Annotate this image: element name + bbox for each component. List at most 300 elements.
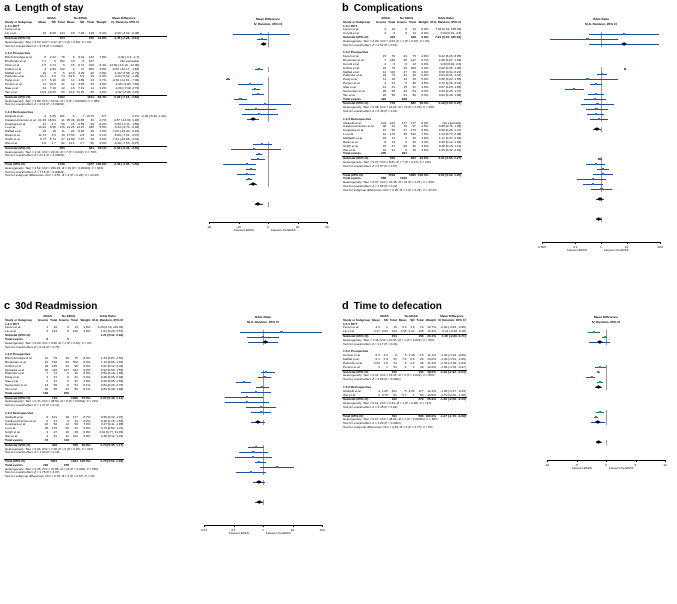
cell: Bisch-Knudeja et al. (5, 356, 33, 361)
cell: 23 (403, 92, 407, 97)
cell: -1.00 [-1.53, -0.47] (440, 364, 466, 369)
cell: 11.2% (427, 360, 436, 365)
cell: Person et al. (343, 364, 361, 369)
forest-a-plot (206, 17, 329, 232)
cell: 423 (389, 35, 396, 40)
cell: -4.40 [-5.58, -2.79] (113, 70, 140, 75)
cell: 176 (51, 426, 58, 431)
cell: 8.3% (83, 356, 91, 361)
cell: -1.00 [-1.67, -0.33] (440, 388, 466, 393)
cell: 4.6% (421, 135, 429, 140)
table-column-header (342, 319, 467, 323)
cell: 4.9% (421, 54, 429, 59)
cell: 15 (71, 62, 75, 67)
cell: 0.29 [0.05, 1.56] (100, 379, 124, 384)
cell: Palombo et al. (343, 360, 363, 365)
cell: 17.53 (66, 133, 75, 138)
cell: Feroci et al. (343, 54, 360, 59)
cell: 91 (391, 147, 396, 152)
panel-c-title: 30d Readmission (15, 301, 98, 312)
cell: 13 (74, 325, 78, 330)
cell: 1 (412, 364, 415, 369)
cell: 31 (412, 85, 416, 90)
cell: 0.84 [0.38, 1.88] (438, 92, 462, 97)
cell: 31 (74, 379, 78, 384)
stat-row: Test for overall effect: Z = 4.29 (P < 0.0001) (343, 421, 401, 426)
cell: Tan et al. (5, 386, 18, 391)
cell: Attobelli et al. (5, 113, 24, 118)
cell: 6.6% (99, 140, 107, 145)
cell: 7 (46, 371, 49, 376)
cell: 8.42 [8.15, 8.95] (438, 54, 462, 59)
cell: 10 (42, 70, 47, 75)
cell: 1.25 (381, 388, 388, 393)
forest-a-body (4, 17, 334, 231)
subgroup-label: 1.1.2 Prospective (343, 50, 369, 55)
cell: 31 (391, 85, 396, 90)
cell: 7.8% (99, 55, 107, 60)
cell: 26 (90, 70, 94, 75)
cell: Smith et al. (343, 143, 359, 148)
axis-left-label: Favours ERAS (234, 227, 254, 232)
grand-total-row: Total (95% CI) 1519 1895 100.0% 0.81 [0.63, 1.05] (343, 172, 462, 177)
cell: 11.25 (76, 89, 85, 94)
cell: 21 (382, 128, 387, 133)
cell: 0.64 [0.31, 1.34] (438, 73, 462, 78)
cell: 8.25 (49, 113, 56, 118)
cell: 177 (418, 388, 424, 393)
cell: 56 (74, 422, 78, 427)
cell: 1.7 (51, 140, 56, 145)
col-1: Mean (372, 317, 380, 322)
cell: 3 (378, 364, 380, 369)
cell: 18 (382, 135, 387, 140)
cell: 37 (403, 128, 407, 133)
cell: -6.40 [-7.53, -5.27] (113, 140, 140, 145)
cell: 9.26 (78, 129, 85, 134)
cell: 15 (71, 121, 75, 126)
cell: 5.3% (421, 92, 429, 97)
cell: 15 (42, 129, 47, 134)
cell: 4.6% (83, 329, 91, 334)
cell: 6 (67, 379, 69, 384)
cell: 11 (382, 77, 387, 82)
cell: -4.00 [-7.90, 2.79] (114, 86, 140, 91)
cell: 11 (65, 433, 69, 438)
cell: 54 (412, 88, 416, 93)
cell: -3.40 [-5.52, -1.28] (113, 74, 140, 79)
forest-d-table (342, 314, 550, 469)
stat-row: Test for subgroup differences: Chi² = 2.95, df = 2 (P = 0.23); I² = 32.2% (343, 187, 437, 192)
cell: 11 (61, 129, 65, 134)
cell: 4.25 (408, 388, 415, 393)
cell: 50 (391, 92, 396, 97)
cell: 4.25 (78, 70, 85, 75)
plot-header-1: Odds Ratio (592, 17, 610, 21)
cell: 306 (88, 66, 94, 71)
cell: 4 (378, 388, 380, 393)
cell: 39 (412, 81, 416, 86)
cell: 12 (382, 85, 387, 90)
cell: 4.8 (41, 140, 47, 145)
cell: 4.6% (421, 69, 429, 74)
col-effect: M-H, Random, 95% CI (430, 19, 462, 24)
stat-row: Test for overall effect: Z = 7.16 (P < 0.00001) (5, 169, 65, 174)
overall-effect-row: Test for overall effect: Z = 4.61 (P < 0.00001) (5, 102, 65, 107)
axis-tick-label: 100 (319, 527, 325, 532)
plot-header-1: Mean Difference (594, 315, 618, 319)
cell: Attobelli et al. (5, 414, 24, 419)
overall-effect-row: Test for overall effect: Z = 3.78 (P = 0.0002) (5, 43, 63, 48)
cell: 56 (90, 121, 94, 126)
cell: 303 (72, 359, 78, 364)
cell: 6.3% (421, 65, 429, 70)
cell: 39 (420, 364, 424, 369)
cell: 9.0% (83, 426, 91, 431)
cell: -1.30 [-1.51, -1.09] (440, 357, 466, 362)
cell: 0.84 [0.26, 2.76] (100, 383, 124, 388)
cell: 13.0% (427, 357, 436, 362)
cell: Kouppara et al. (5, 121, 26, 126)
subgroup-label: 1.5.3 Retrospective (343, 384, 372, 389)
forest-table (342, 17, 462, 192)
cell: Rivas et al. (343, 139, 359, 144)
cell: 7.9% (421, 132, 429, 137)
plot-header-2: M-H, Random, 95% CI (585, 22, 617, 26)
cell: 56 (391, 88, 396, 93)
cell: 79 (391, 54, 396, 59)
cell: 4.3 (375, 325, 380, 330)
cell: 29 (382, 88, 387, 93)
cell: 18 (71, 86, 75, 91)
cell: 10.9 (40, 89, 47, 94)
panel-d-letter: d (342, 300, 349, 312)
cell: 5 (46, 329, 49, 334)
cell: 31 (53, 379, 58, 384)
cell: 107 (63, 367, 69, 372)
cell: 12 (65, 422, 69, 427)
cell: 6 (67, 371, 69, 376)
cell: 3.5% (421, 85, 429, 90)
cell: 49 (412, 147, 416, 152)
cell: 4.6% (99, 136, 107, 141)
cell: Siae et al. (5, 379, 19, 384)
cell: 5.6% (99, 125, 107, 130)
cell: 0.58 [0.22, 1.55] (438, 77, 462, 82)
cell: 14 (71, 78, 75, 83)
forest-b-body (342, 17, 674, 251)
cell: 176 (389, 132, 396, 137)
col-6: Total (87, 19, 94, 24)
cell: 56 (53, 383, 58, 388)
cell: 4.5% (99, 66, 107, 71)
cell: 4.6% (83, 325, 91, 330)
cell: 101 (380, 120, 387, 125)
plot-axis (206, 222, 329, 232)
col-4: Mean (398, 317, 407, 322)
cell: 4 (46, 375, 49, 380)
cell: 56 (391, 128, 396, 133)
cell: 4.6% (421, 143, 429, 148)
cell: 25 (65, 356, 69, 361)
group-noeras: No ERAS (399, 16, 414, 20)
cell: 25.36 (66, 117, 75, 122)
cell: -2.92 [-8.88, 3.45] (114, 89, 140, 94)
cell: 13.8 (68, 89, 75, 94)
cell: Lin et al. (343, 329, 355, 334)
cell: 2 (384, 31, 387, 36)
cell: 1.29 [0.87, 2.50] (100, 356, 124, 361)
cell: 37 (80, 66, 85, 71)
cell: 144 (391, 329, 397, 334)
cell: 9 (72, 66, 75, 71)
cell: Brockman et al. (5, 359, 27, 364)
cell: 0.59 (78, 121, 85, 126)
cell: 50 (412, 92, 416, 97)
group-eras: ERAS (43, 314, 52, 318)
cell: Cerrato et al. (343, 353, 361, 358)
panel-a-title: Length of stay (15, 3, 84, 14)
cell: 12.6% (427, 364, 436, 369)
cell: 6.2 (79, 74, 85, 79)
cell: 22 (44, 386, 49, 391)
axis-left-label: Favours ERAS (567, 247, 587, 252)
cell: 8.7% (421, 58, 429, 63)
cell: 50 (61, 89, 65, 94)
heterogeneity-row: Heterogeneity: Tau² = 0.31; Chi² = 15.05, df = 3 (P = 0.002); I² = 80% (343, 373, 435, 378)
total-events-row: Total events 422 628 (343, 96, 407, 101)
cell: 0.66 [0.26, 1.47] (438, 128, 462, 133)
cell: 0.74 [0.52, 1.23] (100, 426, 124, 431)
cell: 6 (404, 360, 407, 365)
overall-effect-row: Test for overall effect: Z = 3.89 (P < 0.0001) (343, 377, 401, 382)
cell: 3.6% (99, 89, 107, 94)
cell: Attobelli et al. (343, 388, 362, 393)
cell: 6.3 (402, 325, 407, 330)
col-3: Total (57, 19, 65, 24)
cell: 9 (393, 31, 396, 36)
cell: 5 (54, 70, 56, 75)
cell: 2.22 (408, 329, 415, 334)
cell: 6.8% (83, 433, 91, 438)
cell: 6.9% (83, 371, 91, 376)
group-noeras: No ERAS (61, 314, 76, 318)
cell: Wei et al. (343, 392, 356, 397)
subtotal-row: Subtotal (95% CI) 154 158 26.1% -1.05 [-2.80, 0.71] (343, 334, 466, 339)
axis-tick-label: 1 (262, 527, 264, 532)
cell: Malfajdin et al. (343, 135, 363, 140)
cell: 14.97 (76, 125, 85, 130)
heterogeneity-row: Heterogeneity: Tau² = 0.00; Chi² = 0.00, df = 1 (P = 0.97); I² = 0% (343, 38, 430, 43)
stat-row: Test for subgroup differences: Chi² = 0.78, df = 2 (P = 0.67); I² = 0% (5, 474, 95, 479)
cell: 19 (391, 139, 396, 144)
cell: 10 (393, 325, 397, 330)
axis-tick-label: 10 (624, 244, 629, 249)
cell: Pang et al. (5, 78, 20, 83)
panel-d-title: Time to defecation (353, 301, 442, 312)
cell: 49 (90, 74, 94, 79)
cell: 4.7 (41, 78, 47, 83)
cell: 4.38 (400, 329, 407, 334)
cell: Bisch-Knudeja et al. (5, 55, 33, 60)
cell: 6 (63, 70, 65, 75)
cell: 7.94 [0.34, 185.35] (435, 27, 462, 32)
stat-row: Test for overall effect: Z = 1.78 (P = 0.07) (5, 470, 60, 475)
cell: -3.00 [-4.11, -1.89] (113, 121, 140, 126)
cell: 4 (46, 433, 49, 438)
heterogeneity-row: Heterogeneity: Tau² = 0.04; Chi² = 7.28, df = 5 (P = 0.20); I² = 31% (5, 446, 94, 451)
cell: 11.73 (38, 133, 47, 138)
cell: 13.89 (66, 136, 75, 141)
cell: 0.48 [0.12, 1.52] (438, 139, 462, 144)
cell: Lu et al. (5, 125, 17, 130)
cell: Person et al. (5, 82, 23, 87)
cell: 41 (61, 117, 65, 122)
cell: 6 (54, 59, 56, 64)
cell: 1.08 [0.67, 1.69] (438, 58, 462, 63)
col-2: SD (383, 317, 388, 322)
cell: 21 (44, 359, 49, 364)
cell: 14 (42, 86, 47, 91)
subgroup-label: 1.1.3 Retrospective (5, 109, 34, 114)
effect-header: Mean Difference (112, 16, 136, 20)
cell: 8 (67, 383, 69, 388)
cell: 11 (42, 82, 47, 87)
cell: 152 (51, 359, 58, 364)
panel-c (4, 300, 334, 534)
cell: 145 (88, 31, 94, 36)
cell: 45 (403, 65, 407, 70)
cell: 0.75 (381, 392, 388, 397)
cell: 8.4% (99, 62, 107, 67)
cell: 7.19 (49, 86, 56, 91)
axis-right-label: Favours No ERAS (604, 247, 629, 252)
cell: 91 (53, 433, 58, 438)
plot-axis (538, 242, 663, 252)
total-events-row: Total events 6 5 (5, 336, 69, 341)
cell: 0.09 [0.04, 0.22] (438, 69, 462, 74)
cell: 13 (420, 353, 424, 358)
col-2: Total (50, 317, 58, 322)
cell: 24.5 (49, 82, 56, 87)
cell: 1 (412, 392, 415, 397)
cell: 33 (412, 77, 416, 82)
cell: 0.88 [0.76, 1.05] (438, 124, 462, 129)
cell: 0.00 [0.01, 4.6] (440, 31, 462, 36)
cell: 54 (74, 383, 78, 388)
cell: Collins et al. (5, 363, 22, 368)
forest-d-body (342, 315, 674, 469)
cell: 6.1 (375, 357, 380, 362)
subtotal-row: Subtotal (95% CI) 154 155 12.8% -1.45 [-2.28, -0.61] (4, 37, 167, 41)
cell: Malfait et al. (5, 70, 22, 75)
cell: 23 (65, 386, 69, 391)
cell: Chen et al. (5, 62, 20, 67)
cell: -5.80 [-7.61, -3.97] (113, 133, 140, 138)
cell: Tan et al. (5, 89, 18, 94)
stat-row: Heterogeneity: Tau² = 0.67; Chi² = 38.92, df = 7 (P < 0.00001); I² = 82% (343, 417, 438, 422)
stat-row: Heterogeneity: Tau² = 0.25; Chi² = 37.88, df = 16 (P = 0.002); I² = 58% (5, 466, 99, 471)
plot-axis (544, 460, 667, 470)
cell: 23 (44, 367, 49, 372)
subtotal-row: Subtotal (95% CI) 583 624 43.1% -5.03 [-6.46, -3.59] (4, 146, 167, 150)
cell: 106 (88, 62, 94, 67)
cell: 1.21 [0.32, 3.33] (100, 333, 124, 338)
cell: 10 (391, 27, 396, 32)
cell: 44 (65, 363, 69, 368)
cell: 9 (405, 139, 407, 144)
cell: 5 (404, 388, 407, 393)
cell: 0 (82, 59, 85, 64)
cell: 91 (61, 140, 65, 145)
forest-c-plot (201, 315, 325, 535)
cell: 5.3% (421, 88, 429, 93)
cell: 16.86 (76, 117, 85, 122)
cell: 9 (67, 418, 69, 423)
cell: 50 (90, 140, 94, 145)
cell: 15 (382, 54, 387, 59)
cell: 27 (391, 143, 396, 148)
col-1: Events (376, 19, 387, 24)
cell: 306 (410, 65, 416, 70)
grand-total-row: Total (95% CI) 1361 1634 100.0% 0.75 [0.52, 1.03] (5, 458, 124, 463)
cell: Casares-Francés et al. (343, 124, 375, 129)
cell: 110 (390, 69, 396, 74)
cell: 31 (61, 82, 65, 87)
cell: 1.05 [0.42, 2.62] (438, 147, 462, 152)
cell: 3.9 (51, 74, 56, 79)
cell: 26 (44, 363, 49, 368)
cell: 5.19 (78, 55, 85, 60)
cell: 48 (65, 414, 69, 419)
cell: 27 (53, 430, 58, 435)
cell: 4.2 (410, 360, 415, 365)
cell: 34 (90, 117, 94, 122)
cell: Tan et al. (343, 92, 356, 97)
overall-effect-row: Test for overall effect: Z = 0.32 (P = 0.75) (5, 344, 60, 349)
cell: Subtotal (95% CI) (343, 35, 369, 40)
cell: 76 (403, 124, 407, 129)
cell: 4.89 (78, 78, 85, 83)
cell: 8 (405, 27, 407, 32)
cell: 6.2% (99, 121, 107, 126)
col-7: Weight (96, 19, 107, 24)
cell: Smith et al. (5, 430, 21, 435)
cell: 35 (44, 426, 49, 431)
cell: 22 (382, 92, 387, 97)
cell: Kouppara et al. (343, 128, 364, 133)
heterogeneity-row: Heterogeneity: Tau² = 0.47; Chi² = 28.50, df = 8 (P = 0.0004); I² = 72% (5, 399, 99, 404)
axis-tick-label: -5 (575, 462, 578, 467)
cell: 1 (386, 364, 388, 369)
total-events-row: Total events 153 255 (5, 390, 69, 395)
cell: 6.9% (421, 27, 429, 32)
subgroup-label: 1.5.1 RCT (343, 321, 358, 326)
subtotal-row: Subtotal (95% CI) 492 568 36.9% 0.73 [0.45, 1.17] (5, 442, 124, 447)
cell: Not estimable (442, 120, 462, 125)
cell: 7.0% (83, 422, 91, 427)
cell: 6.0% (99, 74, 107, 79)
cell: 2.91 [0.77, 11.09] (99, 430, 124, 435)
cell: 0.74 (78, 62, 85, 67)
cell: 0.38 [0.12, 1.24] (100, 433, 124, 438)
plot-axis (201, 525, 325, 535)
cell: Feroci et al. (5, 325, 22, 330)
cell: Feroci et al. (343, 27, 360, 32)
cell: 20 (65, 359, 69, 364)
col-3: Events (59, 317, 69, 322)
cell: 31 (44, 356, 49, 361)
